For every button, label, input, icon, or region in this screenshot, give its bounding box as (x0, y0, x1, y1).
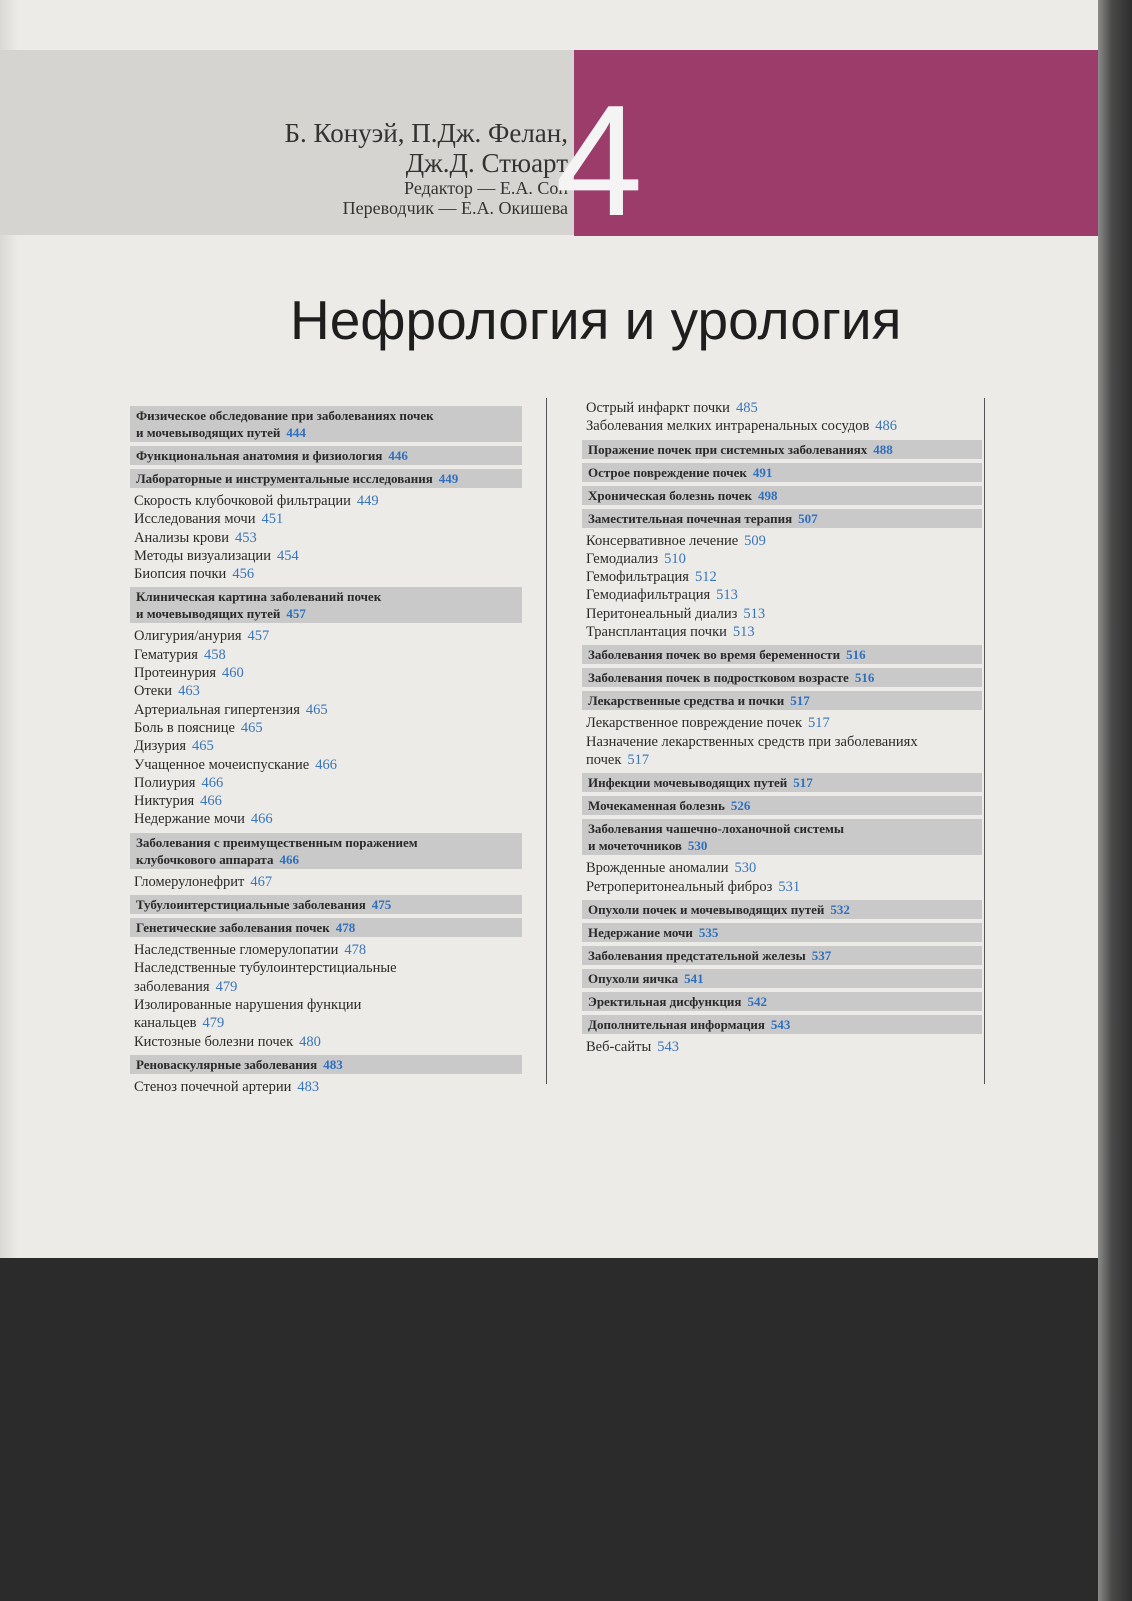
toc-section-heading (130, 1055, 522, 1074)
toc-section-heading (582, 463, 982, 482)
toc-page-number: 463 (178, 683, 200, 700)
toc-page-number: 465 (305, 701, 328, 718)
toc-page-number: 537 (811, 947, 832, 963)
toc-entry (130, 996, 522, 1033)
toc-entry-text: Физическое обследование при заболеваниях почек (136, 408, 434, 423)
toc-entry-text: Опухоли яичка (588, 970, 679, 986)
toc-entry-text: Анализы крови (134, 529, 230, 546)
toc-entry-text: канальцев (134, 1015, 197, 1032)
toc-entry-text: Острое повреждение почек (588, 464, 747, 480)
toc-entry-text: Полиурия (134, 774, 196, 791)
toc-page-number: 449 (356, 493, 379, 509)
book-spine-edge (1098, 0, 1132, 1601)
column-divider (546, 398, 547, 1084)
toc-entry-text: Лабораторные и инструментальные исследования (136, 471, 433, 486)
authors-line-2: Дж.Д. Стюарт (405, 148, 568, 178)
toc-page-number: 466 (279, 851, 299, 867)
toc-page-number: 478 (335, 920, 356, 936)
toc-entry (130, 941, 522, 959)
toc-entry-text: Поражение почек при системных заболеваниях (588, 441, 868, 457)
toc-entry (130, 492, 522, 510)
toc-page-number: 467 (250, 873, 273, 890)
toc-section-heading (582, 486, 982, 505)
toc-entry-text: Заместительная почечная терапия (588, 510, 793, 526)
toc-section-heading (582, 946, 982, 965)
toc-entry-text: Лекарственные средства и почки (588, 693, 785, 709)
toc-entry (582, 1038, 982, 1056)
toc-entry (130, 664, 522, 682)
toc-entry (130, 873, 522, 891)
toc-page-number: 535 (698, 924, 719, 940)
toc-page-number: 488 (873, 441, 893, 457)
toc-entry-text: Стеноз почечной артерии (134, 1078, 292, 1095)
toc-entry (582, 399, 982, 417)
toc-entry (130, 719, 522, 737)
toc-entry-text: Лекарственное повреждение почек (586, 715, 803, 732)
toc-page-number: 480 (299, 1033, 321, 1050)
toc-section-heading (582, 668, 982, 687)
toc-entry (130, 547, 522, 565)
toc-page-number: 466 (315, 756, 337, 773)
toc-entry-text: и мочевыводящих путей (136, 606, 281, 622)
toc-page-number: 509 (744, 532, 766, 549)
toc-entry-text: Функциональная анатомия и физиология (136, 448, 383, 463)
toc-entry-text: Учащенное мочеиспускание (134, 756, 310, 773)
toc-entry (582, 714, 982, 732)
toc-entry (130, 810, 522, 828)
toc-entry-text: Врожденные аномалии (586, 860, 729, 877)
toc-entry (582, 417, 982, 435)
toc-page-number: 457 (286, 606, 306, 622)
toc-page-number: 483 (297, 1078, 320, 1095)
toc-entry (582, 550, 982, 568)
toc-entry-text: Ретроперитонеальный фиброз (586, 878, 773, 895)
toc-entry (130, 646, 522, 664)
toc-page-number: 454 (276, 547, 299, 564)
toc-section-heading (582, 691, 982, 710)
toc-entry-text: Перитонеальный диализ (586, 605, 738, 622)
toc-page-number: 456 (232, 566, 255, 583)
right-rule (984, 398, 985, 1084)
toc-page-number: 451 (261, 511, 284, 528)
toc-page-number: 526 (730, 798, 751, 814)
toc-section-heading (582, 440, 982, 459)
toc-section-heading (582, 923, 982, 942)
toc-page-number: 513 (732, 624, 755, 641)
toc-entry-text: Протеинурия (134, 665, 217, 682)
toc-page-number: 517 (808, 715, 830, 732)
toc-entry (130, 1033, 522, 1051)
toc-page-number: 517 (793, 775, 813, 791)
toc-page-number: 466 (200, 793, 222, 810)
toc-page-number: 513 (716, 587, 738, 604)
toc-section-heading (582, 773, 982, 792)
chapter-number-block (574, 50, 1098, 236)
chapter-authors (285, 118, 568, 218)
toc-page-number: 510 (664, 550, 686, 567)
toc-entry-text: и мочеточников (588, 838, 682, 854)
toc-entry-text: Назначение лекарственных средств при заболеваниях (586, 733, 918, 750)
toc-section-heading (582, 992, 982, 1011)
toc-page-number: 517 (627, 751, 650, 768)
toc-page-number: 483 (323, 1056, 343, 1072)
toc-entry (582, 586, 982, 604)
toc-section-heading (130, 833, 522, 869)
toc-entry-text: Клиническая картина заболеваний почек (136, 589, 382, 605)
toc-section-heading (130, 446, 522, 465)
toc-page-number: 475 (371, 897, 392, 913)
toc-entry-text: Генетические заболевания почек (136, 920, 330, 936)
toc-page-number: 446 (388, 448, 408, 463)
toc-entry (130, 1078, 522, 1096)
toc-page-number: 512 (694, 569, 717, 586)
toc-page-number: 516 (854, 670, 875, 686)
toc-section-heading (582, 969, 982, 988)
toc-page-number: 458 (203, 646, 226, 663)
toc-section-heading (130, 895, 522, 914)
toc-entry (582, 532, 982, 550)
toc-page-number: 444 (286, 425, 306, 440)
toc-entry-text: Веб-сайты (586, 1038, 652, 1055)
toc-entry (130, 682, 522, 700)
toc-section-heading (130, 587, 522, 623)
toc-right-column (582, 399, 982, 1056)
toc-entry-text: Гемодиафильтрация (586, 587, 711, 604)
toc-entry-text: Дизурия (134, 738, 187, 755)
toc-page-number: 486 (875, 418, 898, 435)
toc-section-heading (582, 819, 982, 855)
toc-entry-text: и мочевыводящих путей (136, 425, 281, 440)
toc-page-number: 541 (684, 970, 704, 986)
toc-section-heading (582, 509, 982, 528)
toc-entry (582, 568, 982, 586)
toc-entry-text: Опухоли почек и мочевыводящих путей (588, 901, 825, 917)
toc-section-heading (130, 918, 522, 937)
toc-entry-text: Изолированные нарушения функции (134, 996, 362, 1013)
toc-section-heading (130, 406, 522, 442)
toc-page-number: 543 (657, 1038, 679, 1055)
toc-page-number: 465 (240, 719, 263, 736)
authors-line-1: Б. Конуэй, П.Дж. Фелан, (284, 118, 568, 148)
editor-credit: Редактор — Е.А. Сон (404, 178, 568, 198)
toc-entry (582, 733, 982, 770)
toc-entry-text: Гематурия (134, 646, 198, 663)
toc-section-heading (582, 645, 982, 664)
toc-entry-text: Мочекаменная болезнь (588, 798, 725, 814)
toc-entry-text: Заболевания почек во время беременности (588, 647, 841, 663)
toc-entry-text: Заболевания чашечно-лоханочной системы (588, 821, 844, 837)
toc-entry-text: Заболевания с преимущественным поражением (136, 834, 418, 850)
toc-entry (130, 529, 522, 547)
toc-page-number: 516 (846, 647, 866, 663)
toc-page-number: 532 (830, 901, 850, 917)
toc-entry (130, 701, 522, 719)
toc-page-number: 457 (247, 628, 270, 645)
toc-page-number: 479 (202, 1015, 225, 1032)
toc-entry-text: Заболевания почек в подростковом возрасте (588, 670, 849, 686)
toc-entry-text: Артериальная гипертензия (134, 701, 300, 718)
toc-page-number: 542 (747, 993, 767, 1009)
toc-page-number: 513 (743, 605, 766, 622)
toc-page-number: 517 (790, 693, 810, 709)
translator-credit: Переводчик — Е.А. Окишева (342, 198, 568, 218)
toc-entry-text: Гемофильтрация (586, 569, 689, 586)
toc-page-number: 491 (752, 464, 773, 480)
toc-page-number: 530 (687, 838, 708, 854)
toc-entry (582, 878, 982, 896)
toc-section-heading (130, 469, 522, 488)
toc-entry-text: клубочкового аппарата (136, 851, 274, 867)
toc-page-number: 478 (344, 942, 367, 959)
toc-entry-text: Боль в пояснице (134, 719, 235, 736)
toc-entry-text: Недержание мочи (134, 811, 245, 828)
toc-section-heading (582, 796, 982, 815)
toc-entry-text: Отеки (134, 683, 173, 700)
toc-page-number: 543 (770, 1016, 791, 1032)
toc-page-number: 465 (192, 738, 214, 755)
toc-entry-text: Никтурия (134, 793, 195, 810)
toc-page-number: 460 (222, 665, 244, 682)
chapter-number: 4 (555, 73, 643, 249)
toc-page-number: 466 (201, 774, 224, 791)
toc-entry (582, 605, 982, 623)
toc-section-heading (582, 1015, 982, 1034)
toc-entry (130, 959, 522, 996)
toc-entry (582, 859, 982, 877)
toc-entry (130, 792, 522, 810)
toc-entry-text: Заболевания мелких интраренальных сосудов (586, 418, 870, 435)
toc-page-number: 531 (778, 878, 801, 895)
toc-entry-text: заболевания (134, 978, 210, 995)
toc-left-column (130, 402, 522, 1096)
toc-entry-text: Гемодиализ (586, 550, 659, 567)
toc-entry-text: Наследственные гломерулопатии (134, 942, 339, 959)
toc-entry-text: Биопсия почки (134, 566, 227, 583)
toc-page-number: 498 (758, 487, 778, 503)
toc-entry-text: Острый инфаркт почки (586, 400, 730, 416)
toc-entry-text: Тубулоинтерстициальные заболевания (136, 897, 366, 913)
toc-entry (130, 510, 522, 528)
toc-entry (130, 756, 522, 774)
toc-entry-text: Исследования мочи (134, 511, 256, 528)
toc-entry-text: Инфекции мочевыводящих путей (588, 775, 788, 791)
toc-entry (130, 627, 522, 645)
toc-entry (582, 623, 982, 641)
toc-entry-text: Консервативное лечение (586, 532, 739, 549)
toc-entry-text: Эректильная дисфункция (588, 993, 742, 1009)
toc-entry-text: Заболевания предстательной железы (588, 947, 806, 963)
toc-page-number: 453 (235, 529, 257, 546)
toc-entry-text: Гломерулонефрит (134, 873, 245, 890)
chapter-title: Нефрология и урология (290, 289, 902, 351)
toc-entry-text: Кистозные болезни почек (134, 1033, 294, 1050)
toc-page-number: 466 (250, 811, 273, 828)
toc-entry-text: Трансплантация почки (586, 624, 727, 641)
toc-entry-text: Недержание мочи (588, 924, 693, 940)
toc-entry (130, 565, 522, 583)
toc-entry-text: почек (586, 751, 622, 768)
toc-entry (130, 774, 522, 792)
toc-entry (130, 737, 522, 755)
toc-entry-text: Наследственные тубулоинтерстициальные (134, 960, 397, 977)
toc-entry-text: Хроническая болезнь почек (588, 487, 753, 503)
toc-entry-text: Скорость клубочковой фильтрации (134, 493, 351, 509)
toc-entry-text: Дополнительная информация (588, 1016, 765, 1032)
toc-page-number: 485 (735, 400, 758, 416)
toc-entry-text: Методы визуализации (134, 547, 271, 564)
toc-page-number: 507 (798, 510, 818, 526)
toc-page-number: 479 (215, 978, 238, 995)
toc-section-heading (582, 900, 982, 919)
toc-page-number: 449 (438, 471, 459, 486)
toc-entry-text: Реноваскулярные заболевания (136, 1056, 318, 1072)
toc-entry-text: Олигурия/анурия (134, 628, 242, 645)
toc-page-number: 530 (734, 860, 757, 877)
